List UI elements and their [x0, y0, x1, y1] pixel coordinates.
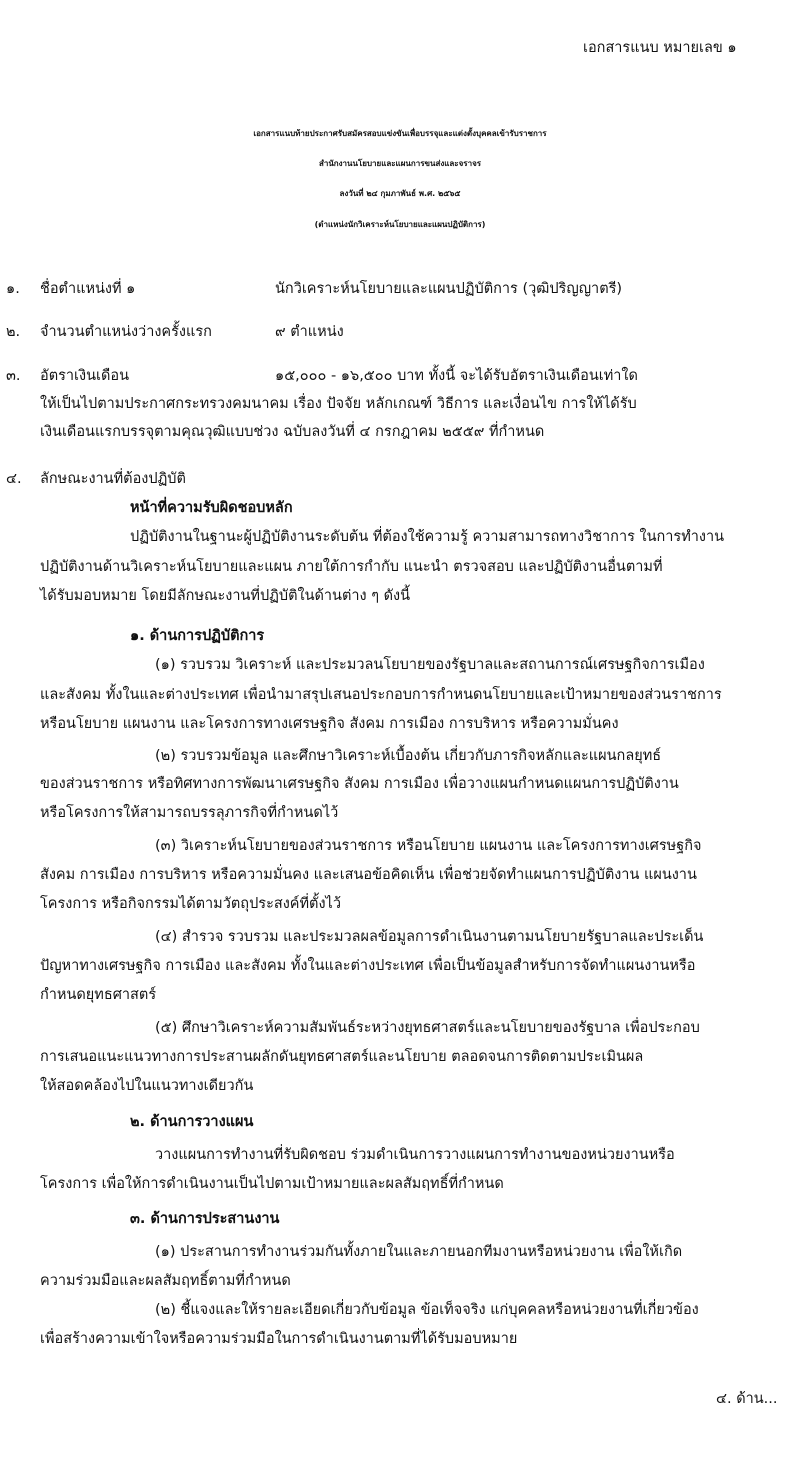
duties-intro-line-3: ได้รับมอบหมาย โดยมีลักษณะงานที่ปฏิบัติในด้านต่าง ๆ ดังนี้: [40, 588, 411, 604]
title-line-3: ลงวันที่ ๒๔ กุมภาพันธ์ พ.ศ. ๒๕๖๕: [339, 189, 461, 198]
section-1-item-3-line-2: สังคม การเมือง การบริหาร หรือความมั่นคง และเสนอข้อคิดเห็น เพื่อช่วยจัดทำแผนการปฏิบัติงาน แผนงาน: [40, 867, 697, 883]
title-line-4: (ตำแหน่งนักวิเคราะห์นโยบายและแผนปฏิบัติการ): [314, 220, 486, 229]
section-1-item-1-line-1: (๑) รวบรวม วิเคราะห์ และประมวลนโยบายของรัฐบาลและสถานการณ์เศรษฐกิจการเมือง: [155, 657, 705, 673]
section-1-item-3-line-1: (๓) วิเคราะห์นโยบายของส่วนราชการ หรือนโยบาย แผนงาน และโครงการทางเศรษฐกิจ: [155, 838, 702, 854]
section-1-item-2-line-3: หรือโครงการให้สามารถบรรลุภารกิจที่กำหนดไว้: [40, 805, 339, 821]
field-1-label: ชื่อตำแหน่งที่ ๑: [40, 281, 136, 297]
field-3-label: อัตราเงินเดือน: [40, 368, 129, 384]
document-reference: เอกสารแนบ หมายเลข ๑: [583, 40, 737, 56]
field-2-value: ๙ ตำแหน่ง: [275, 324, 344, 340]
title-line-2: สำนักงานนโยบายและแผนการขนส่งและจราจร: [318, 159, 482, 168]
title-line-1: เอกสารแนบท้ายประกาศรับสมัครสอบแข่งขันเพื่อบรรจุและแต่งตั้งบุคคลเข้ารับราชการ: [253, 129, 547, 138]
section-3-item-2-line-2: เพื่อสร้างความเข้าใจหรือความร่วมมือในการดำเนินงานตามที่ได้รับมอบหมาย: [40, 1331, 518, 1347]
section-3-heading: ๓. ด้านการประสานงาน: [130, 1211, 280, 1227]
duties-intro-line-1: ปฏิบัติงานในฐานะผู้ปฏิบัติงานระดับต้น ที่ต้องใช้ความรู้ ความสามารถทางวิชาการ ในการทำงาน: [130, 529, 725, 545]
section-1-item-5-line-2: การเสนอแนะแนวทางการประสานผลักดันยุทธศาสตร์และนโยบาย ตลอดจนการติดตามประเมินผล: [40, 1049, 644, 1065]
field-4-number: ๔.: [6, 471, 22, 487]
section-3-item-1-line-1: (๑) ประสานการทำงานร่วมกันทั้งภายในและภายนอกทีมงานหรือหน่วยงาน เพื่อให้เกิด: [155, 1244, 683, 1260]
section-2-heading: ๒. ด้านการวางแผน: [130, 1114, 254, 1130]
field-2-number: ๒.: [6, 324, 21, 340]
field-1-value: นักวิเคราะห์นโยบายและแผนปฏิบัติการ (วุฒิปริญญาตรี): [275, 281, 623, 297]
section-1-item-5-line-1: (๕) ศึกษาวิเคราะห์ความสัมพันธ์ระหว่างยุทธศาสตร์และนโยบายของรัฐบาล เพื่อประกอบ: [155, 1020, 700, 1036]
field-1-number: ๑.: [6, 281, 20, 297]
section-2-line-1: วางแผนการทำงานที่รับผิดชอบ ร่วมดำเนินการวางแผนการทำงานของหน่วยงานหรือ: [155, 1147, 675, 1163]
section-3-item-1-line-2: ความร่วมมือและผลสัมฤทธิ์ตามที่กำหนด: [40, 1273, 291, 1289]
page-continuation-marker: ๔. ด้าน...: [716, 1391, 778, 1407]
section-1-item-2-line-2: ของส่วนราชการ หรือทิศทางการพัฒนาเศรษฐกิจ สังคม การเมือง เพื่อวางแผนกำหนดแผนการปฏิบัติงาน: [40, 776, 679, 792]
section-1-item-3-line-3: โครงการ หรือกิจกรรมได้ตามวัตถุประสงค์ที่ตั้งไว้: [40, 896, 341, 912]
section-1-item-4-line-1: (๔) สำรวจ รวบรวม และประมวลผลข้อมูลการดำเนินงานตามนโยบายรัฐบาลและประเด็น: [155, 929, 704, 945]
section-1-item-5-line-3: ให้สอดคล้องไปในแนวทางเดียวกัน: [40, 1078, 254, 1094]
duties-heading: หน้าที่ความรับผิดชอบหลัก: [130, 500, 293, 516]
section-2-line-2: โครงการ เพื่อให้การดำเนินงานเป็นไปตามเป้าหมายและผลสัมฤทธิ์ที่กำหนด: [40, 1176, 504, 1192]
section-1-item-2-line-1: (๒) รวบรวมข้อมูล และศึกษาวิเคราะห์เบื้องต้น เกี่ยวกับภารกิจหลักและแผนกลยุทธ์: [155, 748, 662, 764]
field-4-label: ลักษณะงานที่ต้องปฏิบัติ: [40, 471, 186, 487]
field-3-number: ๓.: [6, 368, 21, 384]
duties-intro-line-2: ปฏิบัติงานด้านวิเคราะห์นโยบายและแผน ภายใต้การกำกับ แนะนำ ตรวจสอบ และปฏิบัติงานอื่นตามที่: [40, 559, 663, 575]
section-1-item-1-line-2: และสังคม ทั้งในและต่างประเทศ เพื่อนำมาสรุปเสนอประกอบการกำหนดนโยบายและเป้าหมายของส่วนราชการ: [40, 687, 722, 703]
field-3-value: ๑๕,๐๐๐ - ๑๖,๕๐๐ บาท ทั้งนี้ จะได้รับอัตราเงินเดือนเท่าใด: [275, 368, 638, 384]
field-3-continued-line-2: เงินเดือนแรกบรรจุตามคุณวุฒิแบบช่วง ฉบับลงวันที่ ๔ กรกฎาคม ๒๕๕๙ ที่กำหนด: [40, 424, 545, 440]
section-1-heading: ๑. ด้านการปฏิบัติการ: [130, 628, 265, 644]
field-2-label: จำนวนตำแหน่งว่างครั้งแรก: [40, 324, 212, 340]
field-3-continued-line-1: ให้เป็นไปตามประกาศกระทรวงคมนาคม เรื่อง ปัจจัย หลักเกณฑ์ วิธีการ และเงื่อนไข การให้ได้รับ: [40, 396, 637, 412]
section-1-item-4-line-3: กำหนดยุทธศาสตร์: [40, 987, 157, 1003]
section-1-item-4-line-2: ปัญหาทางเศรษฐกิจ การเมือง และสังคม ทั้งในและต่างประเทศ เพื่อเป็นข้อมูลสำหรับการจัดทำแผนงานหรือ: [40, 958, 696, 974]
section-1-item-1-line-3: หรือนโยบาย แผนงาน และโครงการทางเศรษฐกิจ สังคม การเมือง การบริหาร หรือความมั่นคง: [40, 716, 619, 732]
section-3-item-2-line-1: (๒) ชี้แจงและให้รายละเอียดเกี่ยวกับข้อมูล ข้อเท็จจริง แก่บุคคลหรือหน่วยงานที่เกี่ยวข้อง: [155, 1302, 699, 1318]
